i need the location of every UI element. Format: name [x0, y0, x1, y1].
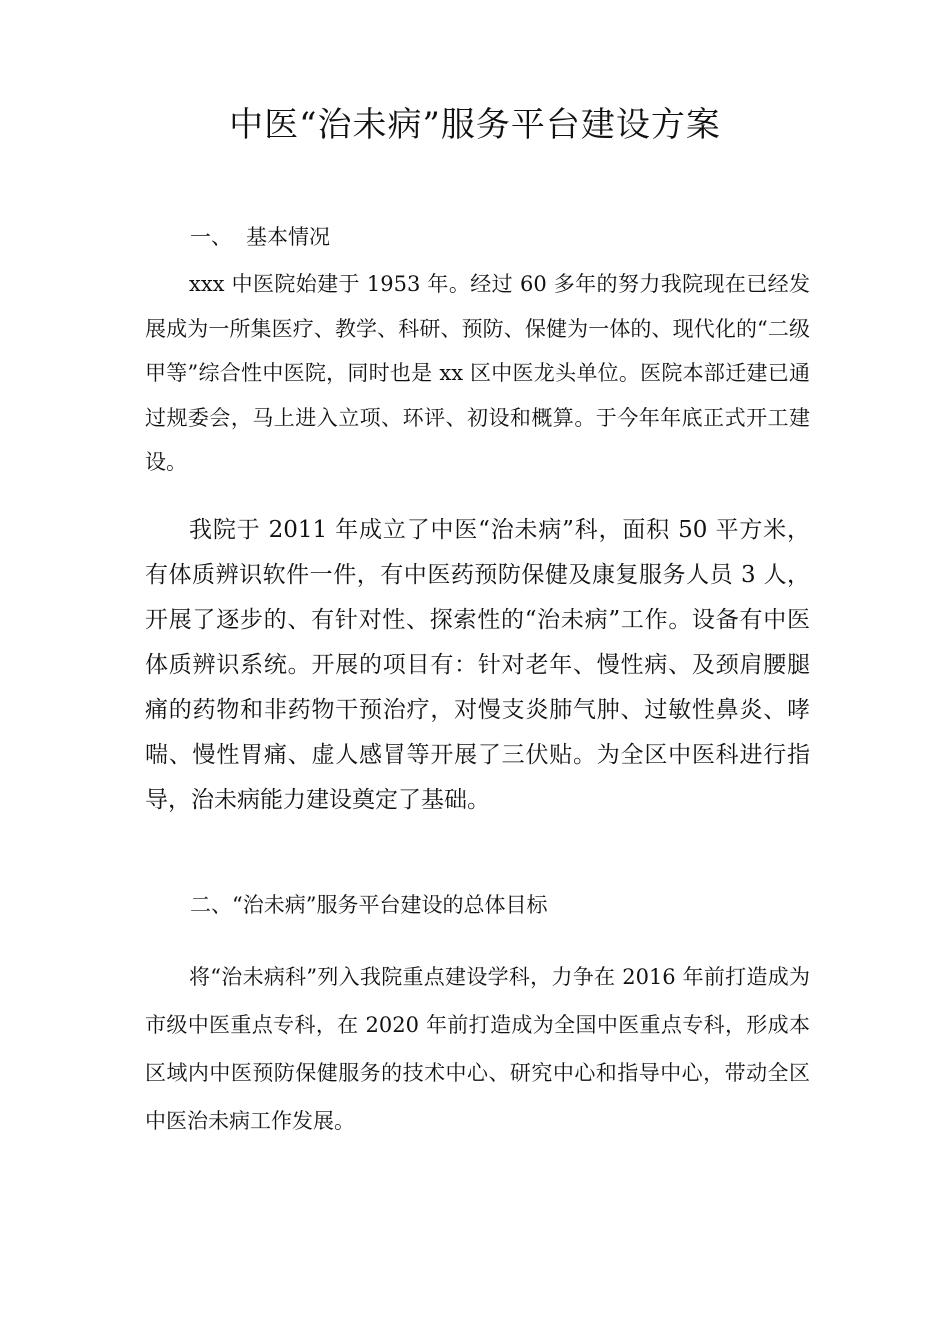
section-2-paragraph-1: 将“治未病科”列入我院重点建设学科，力争在 2016 年前打造成为市级中医重点专科，在 2020 年前打造成为全国中医重点专科，形成本区域内中医预防保健服务的技术中心、研究中心和指导中心，带动全区中医治未病工作发展。 — [145, 965, 810, 1133]
document-title: 中医“治未病”服务平台建设方案 — [229, 105, 721, 145]
section-2-heading: 二、“治未病”服务平台建设的总体目标 — [190, 893, 548, 917]
section-1-title: 基本情况 — [246, 225, 330, 249]
section-1-number: 一、 — [190, 225, 232, 249]
section-1-paragraph-1: xxx 中医院始建于 1953 年。经过 60 多年的努力我院现在已经发展成为一所集医疗、教学、科研、预防、保健为一体的、现代化的“二级甲等”综合性中医院，同时也是 xx 区中医龙头单位。医院本部迁建已通过规委会，马上进入立项、环评、初设和概算。于今年年底正式开工建设。 — [145, 272, 810, 474]
section-1-paragraph-2: 我院于 2011 年成立了中医“治未病”科，面积 50 平方米，有体质辨识软件一件，有中医药预防保健及康复服务人员 3 人，开展了逐步的、有针对性、探索性的“治未病”工作。设备有中医体质辨识系统。开展的项目有：针对老年、慢性病、及颈肩腰腿痛的药物和非药物干预治疗，对慢支炎肺气肿、过敏性鼻炎、哮喘、慢性胃痛、虚人感冒等开展了三伏贴。为全区中医科进行指导，治未病能力建设奠定了基础。 — [145, 517, 810, 813]
section-1-heading — [190, 222, 330, 252]
